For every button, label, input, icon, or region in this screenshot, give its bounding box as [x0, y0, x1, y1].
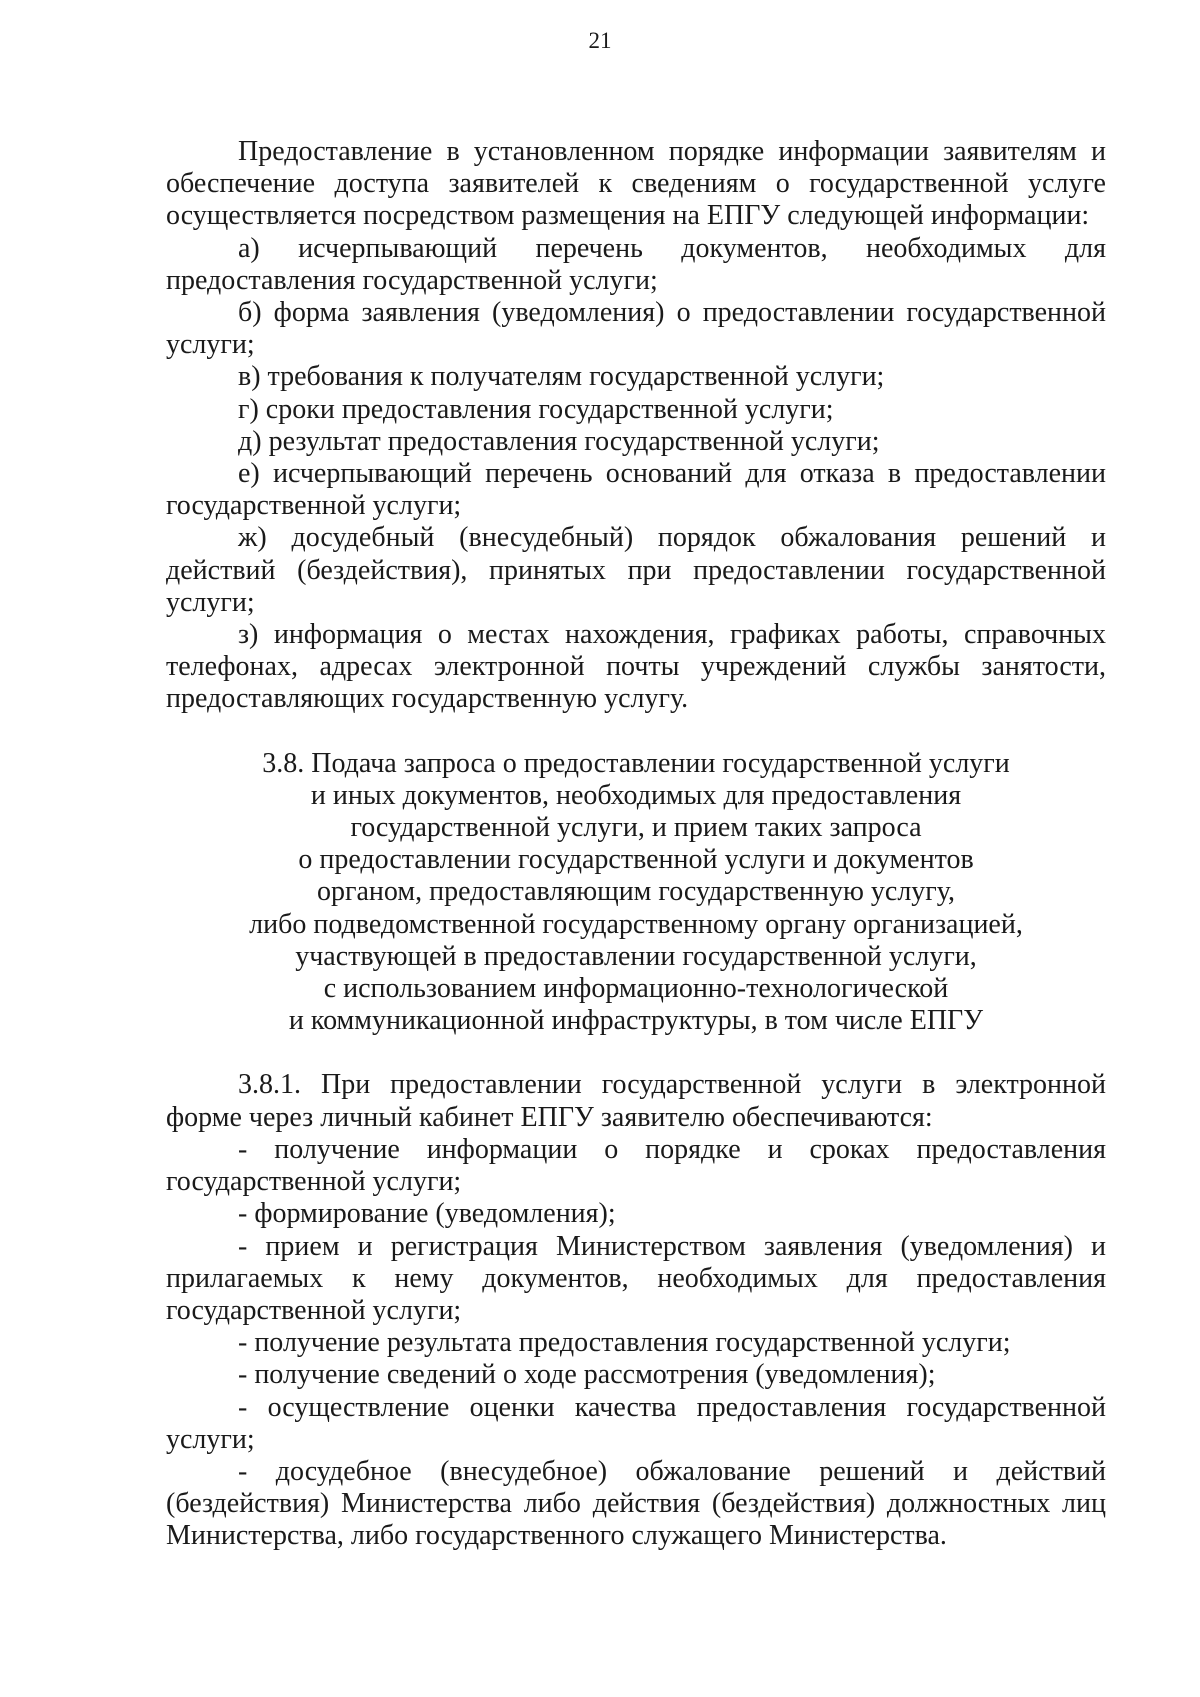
list-item-v: в) требования к получателям государственной услуги; — [238, 361, 885, 393]
subsection-paragraph: 3.8.1. При предоставлении государственной услуги в электронной форме через личный кабинет ЕПГУ заявителю обеспечиваются: — [166, 1069, 1106, 1133]
list-item-b: б) форма заявления (уведомления) о предоставлении государственной услуги; — [166, 297, 1106, 361]
bullet-item: - прием и регистрация Министерством заявления (уведомления) и прилагаемых к нему документов, необходимых для предоставления государственной услуги; — [166, 1230, 1106, 1326]
section-heading-line: государственной услуги, и прием таких запроса — [350, 812, 922, 844]
section-heading — [166, 748, 1106, 1038]
section-heading-line: органом, предоставляющим государственную услугу, — [317, 876, 955, 908]
subsection-3-8-1 — [166, 1069, 1106, 1552]
document-body — [166, 136, 1106, 1553]
list-item-g: г) сроки предоставления государственной услуги; — [238, 393, 834, 425]
intro-paragraph: Предоставление в установленном порядке информации заявителям и обеспечение доступа заявителей к сведениям о государственной услуге осуществляется посредством размещения на ЕПГУ следующей информации: — [166, 136, 1106, 232]
list-item-zh: ж) досудебный (внесудебный) порядок обжалования решений и действий (бездействия), принятых при предоставлении государственной услуги; — [166, 522, 1106, 618]
bullet-item: - получение сведений о ходе рассмотрения (уведомления); — [238, 1359, 936, 1391]
section-heading-line: 3.8. Подача запроса о предоставлении государственной услуги — [262, 747, 1010, 779]
list-item-a: а) исчерпывающий перечень документов, необходимых для предоставления государственной услуги; — [166, 232, 1106, 296]
list-item-z: з) информация о местах нахождения, графиках работы, справочных телефонах, адресах электронной почты учреждений службы занятости, предоставляющих государственную услугу. — [166, 619, 1106, 715]
section-heading-line: о предоставлении государственной услуги и документов — [298, 844, 974, 876]
bullet-item: - получение результата предоставления государственной услуги; — [238, 1327, 1011, 1359]
bullet-item: - формирование (уведомления); — [238, 1198, 616, 1230]
section-heading-line: с использованием информационно-технологической — [323, 973, 949, 1005]
list-item-e: е) исчерпывающий перечень оснований для отказа в предоставлении государственной услуги; — [166, 458, 1106, 522]
bullet-item: - осуществление оценки качества предоставления государственной услуги; — [166, 1391, 1106, 1455]
section-heading-line: и коммуникационной инфраструктуры, в том числе ЕПГУ — [288, 1005, 984, 1037]
section-heading-line: либо подведомственной государственному органу организацией, — [249, 908, 1023, 940]
list-item-d: д) результат предоставления государственной услуги; — [238, 425, 880, 457]
bullet-item: - досудебное (внесудебное) обжалование решений и действий (бездействия) Министерства либо действия (бездействия) должностных лиц Министерства, либо государственного служащего Министерства. — [166, 1455, 1106, 1552]
section-heading-line: и иных документов, необходимых для предоставления — [310, 779, 962, 811]
page-number: 21 — [588, 28, 612, 53]
bullet-item: - получение информации о порядке и сроках предоставления государственной услуги; — [166, 1133, 1106, 1198]
section-heading-line: участвующей в предоставлении государственной услуги, — [295, 940, 977, 972]
